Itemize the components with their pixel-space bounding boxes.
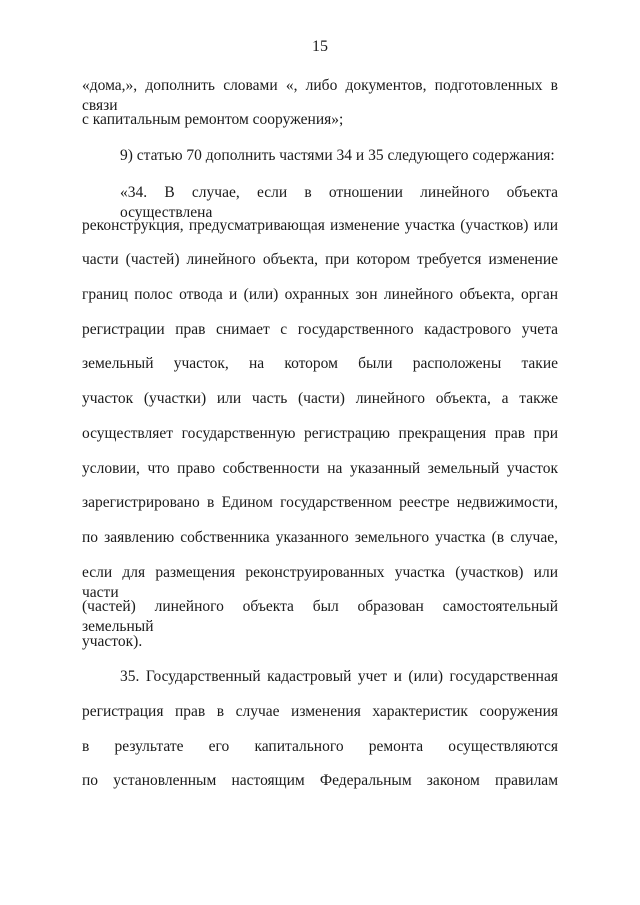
page-number: 15 (312, 38, 328, 55)
text-line: 9) статью 70 дополнить частями 34 и 35 следующего содержания: (120, 147, 555, 164)
text-line: участок (участки) или часть (части) линейного объекта, а также (82, 390, 558, 407)
text-line: (частей) линейного объекта был образован самостоятельный земельный (82, 598, 558, 635)
text-line: границ полос отвода и (или) охранных зон линейного объекта, орган (82, 286, 558, 303)
text-line: «дома,», дополнить словами «, либо документов, подготовленных в связи (82, 77, 558, 114)
text-line: зарегистрировано в Едином государственном реестре недвижимости, (82, 494, 558, 511)
text-line: земельный участок, на котором были расположены такие (82, 355, 558, 372)
text-line: регистрации прав снимает с государственного кадастрового учета (82, 321, 558, 338)
text-line: по заявлению собственника указанного земельного участка (в случае, (82, 529, 558, 546)
text-line: части (частей) линейного объекта, при котором требуется изменение (82, 251, 558, 268)
text-line: в результате его капитального ремонта осуществляются (82, 738, 558, 755)
text-line: участок). (82, 633, 143, 650)
text-line: с капитальным ремонтом сооружения»; (82, 111, 344, 128)
text-line: реконструкция, предусматривающая изменение участка (участков) или (82, 217, 558, 234)
text-line: регистрация прав в случае изменения характеристик сооружения (82, 703, 558, 720)
text-line: осуществляет государственную регистрацию прекращения прав при (82, 425, 558, 442)
text-line: «34. В случае, если в отношении линейного объекта осуществлена (120, 184, 558, 221)
text-line: условии, что право собственности на указанный земельный участок (82, 460, 558, 477)
text-line: если для размещения реконструированных участка (участков) или части (82, 564, 558, 601)
text-line: по установленным настоящим Федеральным законом правилам (82, 772, 558, 789)
text-line: 35. Государственный кадастровый учет и (или) государственная (120, 668, 558, 685)
